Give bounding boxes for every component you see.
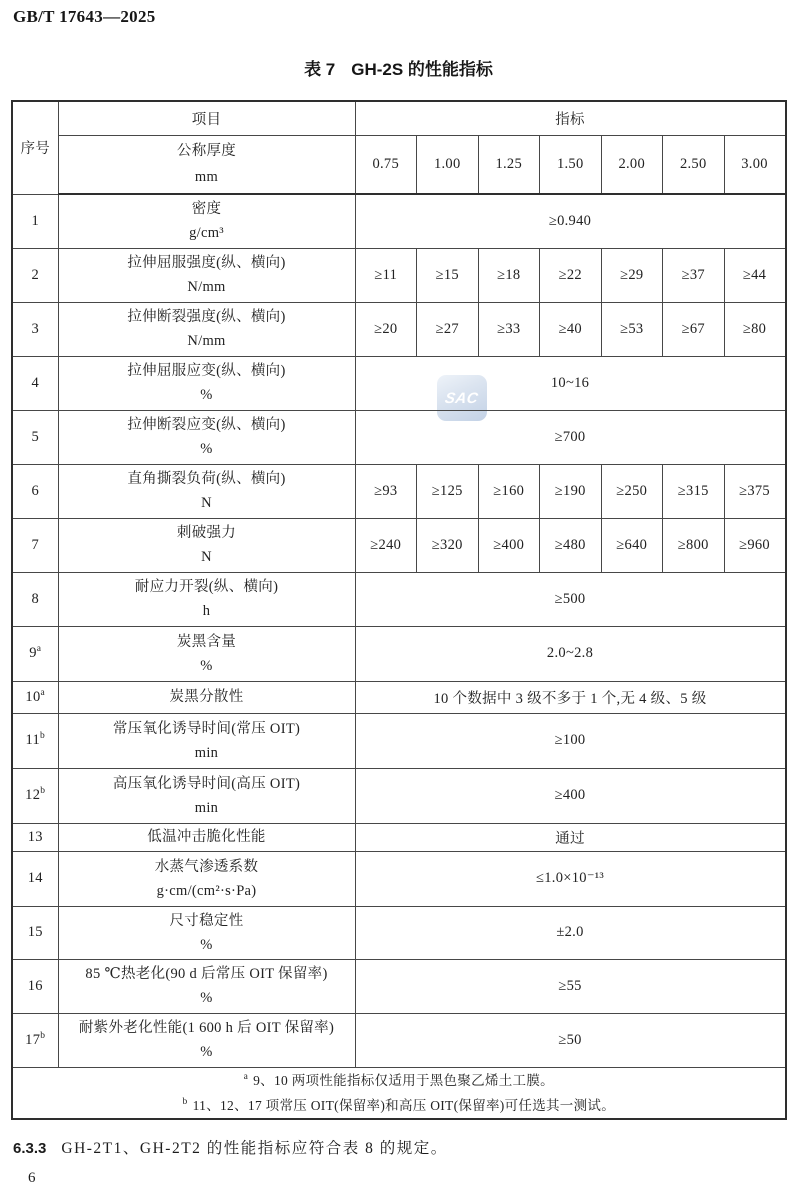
row-value-cell: ≥100 [355, 713, 786, 768]
row-item-cell [58, 626, 355, 681]
table-row [12, 464, 786, 518]
item-name: 尺寸稳定性 [169, 912, 244, 929]
performance-indicator-table [11, 100, 787, 1120]
item-name: 常压氧化诱导时间(常压 OIT) [112, 720, 301, 737]
row-value-cell: ≥320 [417, 518, 479, 572]
row-number: 14 [27, 870, 43, 886]
item-unit: % [200, 1044, 213, 1060]
row-item-cell [58, 768, 355, 823]
row-value-cell: ≥400 [355, 768, 786, 823]
row-item-cell [58, 713, 355, 768]
clause-text: GH-2T1、GH-2T2 的性能指标应符合表 8 的规定。 [61, 1140, 448, 1157]
row-number-cell [12, 410, 58, 464]
row-value-cell: ≥190 [540, 464, 602, 518]
row-item-cell [58, 572, 355, 626]
table-caption [0, 55, 797, 80]
row-number: 1 [31, 212, 40, 229]
row-number-cell [12, 768, 58, 823]
row-value-cell: ≥375 [724, 464, 786, 518]
row-value-cell: ≥33 [478, 302, 540, 356]
row-number-cell [12, 851, 58, 906]
thickness-value: 2.00 [601, 135, 663, 194]
row-number: 10 [25, 688, 41, 705]
row-number: 2 [31, 266, 40, 283]
row-item-cell [58, 194, 355, 248]
table-row [12, 302, 786, 356]
row-value-cell: 2.0~2.8 [355, 626, 786, 681]
row-value-cell: ≥480 [540, 518, 602, 572]
item-name: 炭黑分散性 [169, 689, 244, 705]
item-name: 低温冲击脆化性能 [147, 829, 266, 845]
footnotes-row [12, 1067, 786, 1119]
row-number-cell [12, 626, 58, 681]
footnotes-cell [12, 1067, 786, 1119]
row-value-cell: ≥700 [355, 410, 786, 464]
row-item-cell [58, 681, 355, 713]
row-value-cell: ≥800 [663, 518, 725, 572]
row-number: 12 [25, 787, 41, 803]
item-name: 拉伸断裂应变(纵、横向) [127, 417, 286, 433]
row-number: 17 [25, 1031, 41, 1048]
table-row [12, 1013, 786, 1067]
table-row [12, 572, 786, 626]
item-unit: g·cm/(cm²·s·Pa) [156, 882, 257, 899]
row-item-cell [58, 410, 355, 464]
row-value-cell: ≥80 [724, 302, 786, 356]
row-number-superscript: b [40, 1030, 46, 1041]
thickness-unit: mm [194, 169, 219, 186]
thickness-label: 公称厚度 [176, 143, 237, 160]
item-unit: N [201, 495, 212, 511]
row-number: 6 [31, 482, 40, 499]
row-number-cell [12, 572, 58, 626]
item-name: 85 ℃热老化(90 d 后常压 OIT 保留率) [85, 966, 328, 982]
row-number-superscript: b [40, 731, 46, 742]
item-name: 耐紫外老化性能(1 600 h 后 OIT 保留率) [78, 1020, 335, 1036]
row-number: 11 [25, 732, 40, 748]
item-name: 水蒸气渗透系数 [154, 858, 259, 875]
item-unit: % [200, 936, 213, 953]
item-unit: h [202, 603, 211, 619]
row-value-cell: ≥640 [601, 518, 663, 572]
row-value-cell: ≥18 [478, 248, 540, 302]
footnote-a [13, 1068, 785, 1093]
row-item-cell [58, 906, 355, 959]
item-unit: N/mm [187, 333, 226, 349]
row-number: 3 [31, 320, 40, 337]
table-row [12, 194, 786, 248]
row-number: 5 [31, 428, 40, 445]
row-value-cell: ≥29 [601, 248, 663, 302]
table-row [12, 851, 786, 906]
table-row [12, 410, 786, 464]
table-row [12, 681, 786, 713]
row-number-superscript: a [36, 644, 42, 655]
row-number-cell [12, 713, 58, 768]
item-unit: % [200, 441, 213, 457]
row-value-cell: ≥250 [601, 464, 663, 518]
row-value-cell: 通过 [355, 823, 786, 851]
row-value-cell: ≥0.940 [355, 194, 786, 248]
footnote-marker: a [243, 1072, 249, 1083]
row-value-cell: ≥44 [724, 248, 786, 302]
row-number-cell [12, 1013, 58, 1067]
item-name: 耐应力开裂(纵、横向) [134, 579, 279, 595]
row-number: 4 [31, 374, 40, 391]
footnote-text: 9、10 两项性能指标仅适用于黑色聚乙烯土工膜。 [253, 1072, 554, 1088]
item-name: 刺破强力 [176, 525, 237, 541]
row-item-cell [58, 823, 355, 851]
item-name: 拉伸屈服强度(纵、横向) [127, 255, 286, 271]
row-value-cell: ≥400 [478, 518, 540, 572]
header-row-1 [12, 101, 786, 135]
item-name: 拉伸屈服应变(纵、横向) [127, 363, 286, 379]
item-unit: % [200, 657, 213, 674]
row-number-cell [12, 906, 58, 959]
sac-watermark-text: SAC [443, 389, 481, 407]
thickness-value: 1.50 [540, 135, 602, 194]
row-value-cell: ≥40 [540, 302, 602, 356]
table-row [12, 959, 786, 1013]
footnote-b [13, 1093, 785, 1118]
row-number-cell [12, 248, 58, 302]
row-value-cell: ≥960 [724, 518, 786, 572]
row-item-cell [58, 356, 355, 410]
item-name: 直角撕裂负荷(纵、横向) [127, 471, 286, 487]
header-thickness [58, 135, 355, 194]
thickness-value: 2.50 [663, 135, 725, 194]
row-number: 7 [31, 536, 40, 553]
row-value-cell: ≥240 [355, 518, 417, 572]
row-number: 16 [27, 977, 43, 994]
row-value-cell: ≥27 [417, 302, 479, 356]
header-row-2 [12, 135, 786, 194]
row-value-cell: ≥160 [478, 464, 540, 518]
row-item-cell [58, 464, 355, 518]
thickness-value: 0.75 [355, 135, 417, 194]
thickness-value: 3.00 [724, 135, 786, 194]
table-row [12, 626, 786, 681]
row-value-cell: 10 个数据中 3 级不多于 1 个,无 4 级、5 级 [355, 681, 786, 713]
clause-6-3-3 [13, 1136, 448, 1158]
row-number-cell [12, 518, 58, 572]
table-row [12, 356, 786, 410]
row-value-cell: ≥15 [417, 248, 479, 302]
footnote-text: 11、12、17 项常压 OIT(保留率)和高压 OIT(保留率)可任选其一测试。 [192, 1097, 615, 1113]
row-number-cell [12, 302, 58, 356]
row-item-cell [58, 518, 355, 572]
item-unit: min [194, 744, 219, 761]
table-row [12, 248, 786, 302]
row-number-cell [12, 823, 58, 851]
row-number-superscript: b [40, 786, 46, 797]
row-number-cell [12, 959, 58, 1013]
row-number: 15 [27, 924, 43, 940]
header-seq: 序号 [12, 101, 58, 194]
row-value-cell: ±2.0 [355, 906, 786, 959]
table-row [12, 823, 786, 851]
table-row [12, 713, 786, 768]
row-value-cell: ≥93 [355, 464, 417, 518]
row-value-cell: ≥22 [540, 248, 602, 302]
thickness-value: 1.25 [478, 135, 540, 194]
clause-number: 6.3.3 [13, 1140, 47, 1157]
row-value-cell: ≥20 [355, 302, 417, 356]
item-unit: g/cm³ [189, 225, 224, 242]
table-row [12, 906, 786, 959]
row-number-superscript: a [40, 687, 46, 698]
item-name: 炭黑含量 [176, 633, 237, 650]
table-row [12, 768, 786, 823]
item-name: 高压氧化诱导时间(高压 OIT) [112, 775, 301, 792]
row-number: 13 [27, 828, 43, 845]
row-value-cell: ≥37 [663, 248, 725, 302]
table-caption-title: GH-2S 的性能指标 [351, 60, 493, 79]
row-value-cell: ≥125 [417, 464, 479, 518]
row-value-cell: 10~16 [355, 356, 786, 410]
row-item-cell [58, 248, 355, 302]
page-number: 6 [28, 1170, 36, 1186]
row-item-cell [58, 1013, 355, 1067]
item-unit: % [200, 387, 213, 403]
thickness-value: 1.00 [417, 135, 479, 194]
row-value-cell: ≥500 [355, 572, 786, 626]
row-value-cell: ≥67 [663, 302, 725, 356]
item-name: 密度 [191, 201, 222, 218]
row-number-cell [12, 464, 58, 518]
row-value-cell: ≥11 [355, 248, 417, 302]
table-caption-number: 表 7 [304, 60, 336, 79]
item-name: 拉伸断裂强度(纵、横向) [127, 309, 286, 325]
item-unit: min [194, 799, 219, 816]
item-unit: N/mm [187, 279, 226, 295]
standard-code: GB/T 17643—2025 [13, 7, 156, 26]
row-item-cell [58, 851, 355, 906]
row-value-cell: ≤1.0×10⁻¹³ [355, 851, 786, 906]
row-number-cell [12, 356, 58, 410]
row-number-cell [12, 681, 58, 713]
header-indicator: 指标 [355, 101, 786, 135]
footnote-marker: b [182, 1097, 188, 1108]
row-number: 8 [31, 590, 40, 607]
row-number-cell [12, 194, 58, 248]
row-number: 9 [29, 645, 37, 661]
item-unit: N [201, 549, 212, 565]
row-value-cell: ≥50 [355, 1013, 786, 1067]
item-unit: % [200, 990, 213, 1006]
row-item-cell [58, 302, 355, 356]
header-item: 项目 [58, 101, 355, 135]
row-value-cell: ≥53 [601, 302, 663, 356]
table-row [12, 518, 786, 572]
row-value-cell: ≥315 [663, 464, 725, 518]
row-item-cell [58, 959, 355, 1013]
row-value-cell: ≥55 [355, 959, 786, 1013]
